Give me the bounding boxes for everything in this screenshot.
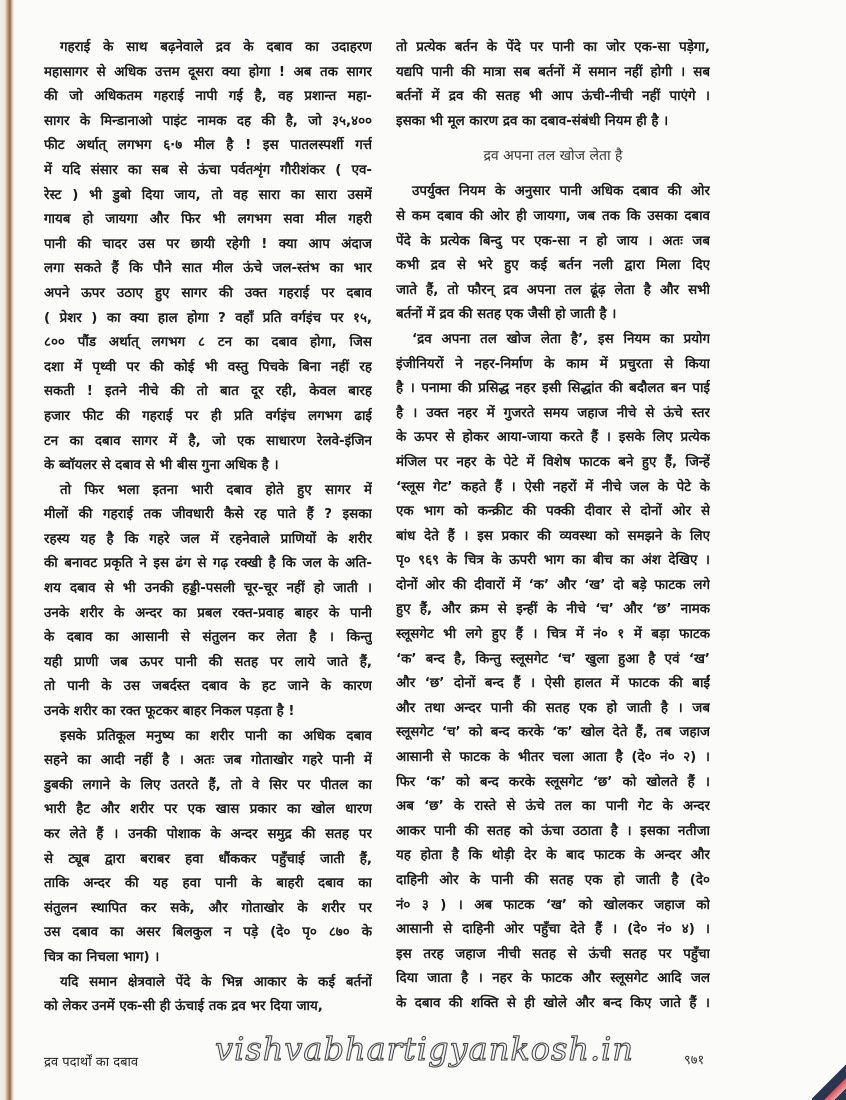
text-line: ( प्रेशर ) का क्या हाल होगा ? वहाँ प्रति वर्गइंच पर १५, <box>44 310 372 326</box>
text-line: दशा में पृथ्वी पर की कोई भी वस्तु पिचके बिना नहीं रह <box>44 359 372 375</box>
text-line: ‘क’ बन्द है, किन्तु स्लूसगेट ‘च’ खुला हुआ है एवं ‘ख’ <box>396 651 710 667</box>
text-line: भारी हैट और शरीर पर एक खास प्रकार का खोल धारण <box>44 802 372 818</box>
text-line: उनके शरीर के अन्दर का प्रबल रक्त-प्रवाह बाहर के पानी <box>44 605 372 621</box>
text-line: सकती ! इतने नीचे की तो बात दूर रही, केवल बारह <box>44 384 372 400</box>
text-line: यही प्राणी जब ऊपर पानी की सतह पर लाये जाते हैं, <box>44 654 372 670</box>
text-line: इस तरह जहाज नीची सतह से ऊंची सतह पर पहुँचा <box>396 946 710 962</box>
text-line: यदि समान क्षेत्रवाले पेंदे के भिन्न आकार के कई बर्तनों <box>60 974 372 990</box>
text-line: की बनावट प्रकृति ने इस ढंग से गढ़ रक्खी है कि जल के अति- <box>44 556 372 572</box>
text-line: के ब्वॉयलर से दबाव से भी बीस गुना अधिक है । <box>44 458 279 474</box>
section-heading: द्रव अपना तल खोज लेता है <box>483 148 623 165</box>
page-number: ९७१ <box>684 1053 705 1068</box>
text-line: शय दबाव से भी उनकी हड्डी-पसली चूर-चूर नहीं हो जाती । <box>44 581 372 597</box>
text-line: यह होता है कि थोड़ी देर के बाद फाटक के अन्दर और <box>396 848 710 864</box>
text-line: नं० ३ ) । अब फाटक ‘ख’ को खोलकर जहाज को <box>396 897 710 913</box>
text-line: के दबाव का आसानी से संतुलन कर लेता है । किन्तु <box>44 630 372 646</box>
right-column <box>396 36 710 1017</box>
text-line: में यदि संसार का सब से ऊंचा पर्वतशृंग गौरीशंकर ( एव- <box>44 162 372 178</box>
text-line: यद्यपि पानी की मात्रा सब बर्तनों में समान नहीं होगी । सब <box>396 64 710 80</box>
watermark: vishvabhartigyankosh.in <box>215 1030 635 1068</box>
text-line: इंजीनियरों ने नहर-निर्माण के काम में प्रचुरता से किया <box>396 356 710 372</box>
text-line: ८०० पौंड अर्थात् लगभग ८ टन का दबाव होगा, जिस <box>44 335 372 351</box>
text-line: से कम दबाव की ओर ही जायगा, जब तक कि उसका दबाव <box>396 208 710 224</box>
text-line: आसानी से फाटक के भीतर चला आता है (दे० नं० २) । <box>396 750 710 766</box>
text-line: स्लूसगेट ‘च’ को बन्द करके ‘क’ खोल देते हैं, तब जहाज <box>396 725 710 741</box>
text-line: अब ‘छ’ के रास्ते से ऊंचे तल का पानी गेट के अन्दर <box>396 799 710 815</box>
text-line: बर्तनों में द्रव की सतह एक जैसी हो जाती है । <box>396 307 617 323</box>
text-line: पानी की चादर उस पर छायी रहेगी ! क्या आप अंदाज <box>44 236 372 252</box>
text-line: पेंदे के प्रत्येक बिन्दु पर एक-सा न हो जाय । अतः जब <box>396 233 710 249</box>
text-line: मंजिल पर नहर के पेटे में विशेष फाटक बने हुए हैं, जिन्हें <box>396 454 710 470</box>
text-line: गायब हो जायगा और फिर भी लगभग सवा मील गहरी <box>44 212 372 228</box>
right-column-body <box>396 180 710 1016</box>
text-line: के दबाव की शक्ति से ही खोले और बन्द किए जाते हैं । <box>396 995 710 1011</box>
text-line: रेस्ट ) भी डुबो दिया जाय, तो वह सारा का सारा उसमें <box>44 187 372 203</box>
text-line: अपने ऊपर उठाए हुए सागर की उक्त गहराई पर दबाव <box>44 285 372 301</box>
text-line: और तथा अन्दर पानी की सतह एक हो जाती है । जब <box>396 700 710 716</box>
text-line: महासागर से अधिक उत्तम दूसरा क्या होगा ! अब तक सागर <box>44 64 372 80</box>
text-line: सागर के मिन्डानाओ पाइंट नामक दह की है, जो ३५,४०० <box>44 113 372 129</box>
text-line: स्लूसगेट भी लगे हुए हैं । चित्र में नं० १ में बड़ा फाटक <box>396 627 710 643</box>
text-line: उनके शरीर का रक्त फूटकर बाहर निकल पड़ता है ! <box>44 704 295 720</box>
text-line: लगा सकते हैं कि पौने सात मील ऊंचे जल-स्तंभ का भार <box>44 261 372 277</box>
text-line: से ट्यूब द्वारा बराबर हवा धौंककर पहुँचाई जाती हैं, <box>44 851 372 867</box>
text-line: है । उक्त नहर में गुजरते समय जहाज नीचे से ऊंचे स्तर <box>396 405 710 421</box>
text-line: फिर ‘क’ को बन्द करके स्लूसगेट ‘छ’ को खोलते हैं । <box>396 774 710 790</box>
left-column <box>44 36 372 1020</box>
text-line: सहने का आदी नहीं है । अतः जब गोताखोर गहरे पानी में <box>44 753 372 769</box>
text-line: दिया जाता है । नहर के फाटक और स्लूसगेट आदि जल <box>396 971 710 987</box>
text-line: गहराई के साथ बढ़नेवाले द्रव के दबाव का उदाहरण <box>60 40 372 55</box>
book-binding-edge <box>0 0 14 1100</box>
text-line: है । पनामा की प्रसिद्ध नहर इसी सिद्धांत की बदौलत बन पाई <box>396 381 710 397</box>
text-line: बर्तनों में द्रव की सतह भी आप ऊंची-नीची नहीं पाएंगे । <box>396 89 710 105</box>
text-line: दाहिनी ओर के पानी की सतह एक हो जाती है (दे० <box>396 873 710 888</box>
text-line: कभी द्रव से भरे हुए कई बर्तन नली द्वारा मिला दिए <box>396 258 710 274</box>
text-line: दोनों ओर की दीवारों में ‘क’ और ‘ख’ दो बड़े फाटक लगे <box>396 577 710 593</box>
text-line: चित्र का निचला भाग) । <box>44 949 160 965</box>
text-line: तो फिर भला इतना भारी दबाव होते हुए सागर में <box>60 482 372 498</box>
text-line: तो प्रत्येक बर्तन के पेंदे पर पानी का जोर एक-सा पड़ेगा, <box>396 40 710 55</box>
text-line: फीट अर्थात् लगभग ६·७ मील है ! इस पातलस्पर्शी गर्त्त <box>44 138 372 154</box>
text-line: संतुलन स्थापित कर सके, और गोताखोर के शरीर पर <box>44 900 372 916</box>
text-line: तो पानी के उस जबर्दस्त दबाव के हट जाने के कारण <box>44 679 372 695</box>
text-line: ताकि अन्दर की यह हवा पानी के बाहरी दबाव का <box>44 876 372 892</box>
text-line: इसके प्रतिकूल मनुष्य का शरीर पानी का अधिक दबाव <box>60 728 372 744</box>
text-line: बांध देते हैं । इस प्रकार की व्यवस्था को समझने के लिए <box>396 528 710 544</box>
text-line: टन का दबाव सागर में है, जो एक साधारण रेलवे-इंजिन <box>44 433 372 449</box>
text-line: ‘द्रव अपना तल खोज लेता है’, इस नियम का प्रयोग <box>412 331 710 347</box>
right-column-intro <box>396 36 710 134</box>
text-line: की जो अधिकतम गहराई नापी गई है, वह प्रशान्त महा- <box>44 89 372 105</box>
running-title: द्रव पदार्थों का दबाव <box>44 1055 139 1070</box>
text-line: जाते हैं, तो फौरन् द्रव अपना तल ढूंढ़ लेता है और सभी <box>396 282 710 298</box>
text-line: एक भाग को कन्क्रीट की पक्की दीवार से दोनों ओर से <box>396 504 710 520</box>
text-line: उस दबाव का असर बिलकुल न पड़े (दे० पृ० ८७० के <box>44 925 372 941</box>
text-line: रहस्य यह है कि गहरे जल में रहनेवाले प्राणियों के शरीर <box>44 531 372 547</box>
text-line: मीलों की गहराई तक जीवधारी कैसे रह पाते हैं ? इसका <box>44 507 372 523</box>
text-line: हुए हैं, और क्रम से इन्हीं के नीचे ‘च’ और ‘छ’ नामक <box>396 602 710 618</box>
text-line: इसका भी मूल कारण द्रव का दबाव-संबंधी नियम ही है । <box>396 113 669 129</box>
text-line: ‘स्लूस गेट’ कहते हैं । ऐसी नहरों में नीचे जल के पेटे के <box>396 479 710 495</box>
text-line: डुबकी लगाने के लिए उतरते हैं, तो वे सिर पर पीतल का <box>44 777 372 793</box>
text-line: और ‘छ’ दोनों बन्द हैं । ऐसी हालत में फाटक की बाईं <box>396 676 710 692</box>
text-line: के ऊपर से होकर आया-जाया करते हैं । इसके लिए प्रत्येक <box>396 430 710 446</box>
text-line: आकर पानी की सतह को ऊंचा उठाता है । इसका नतीजा <box>396 823 710 839</box>
text-line: हजार फीट की गहराई पर ही प्रति वर्गइंच लगभग ढाई <box>44 408 372 424</box>
corner-decoration <box>812 1054 846 1100</box>
text-line: उपर्युक्त नियम के अनुसार पानी अधिक दबाव की ओर <box>412 184 710 200</box>
text-line: आसानी से दाहिनी ओर पहुँचा देते हैं । (दे० नं० ४) । <box>396 922 710 938</box>
text-line: पृ० ९६९ के चित्र के ऊपरी भाग का बीच का अंश देखिए । <box>396 553 710 569</box>
text-line: को लेकर उनमें एक-सी ही ऊंचाई तक द्रव भर दिया जाय, <box>44 999 323 1015</box>
text-line: कर लेते हैं । उनकी पोशाक के अन्दर समुद्र की सतह पर <box>44 827 372 842</box>
